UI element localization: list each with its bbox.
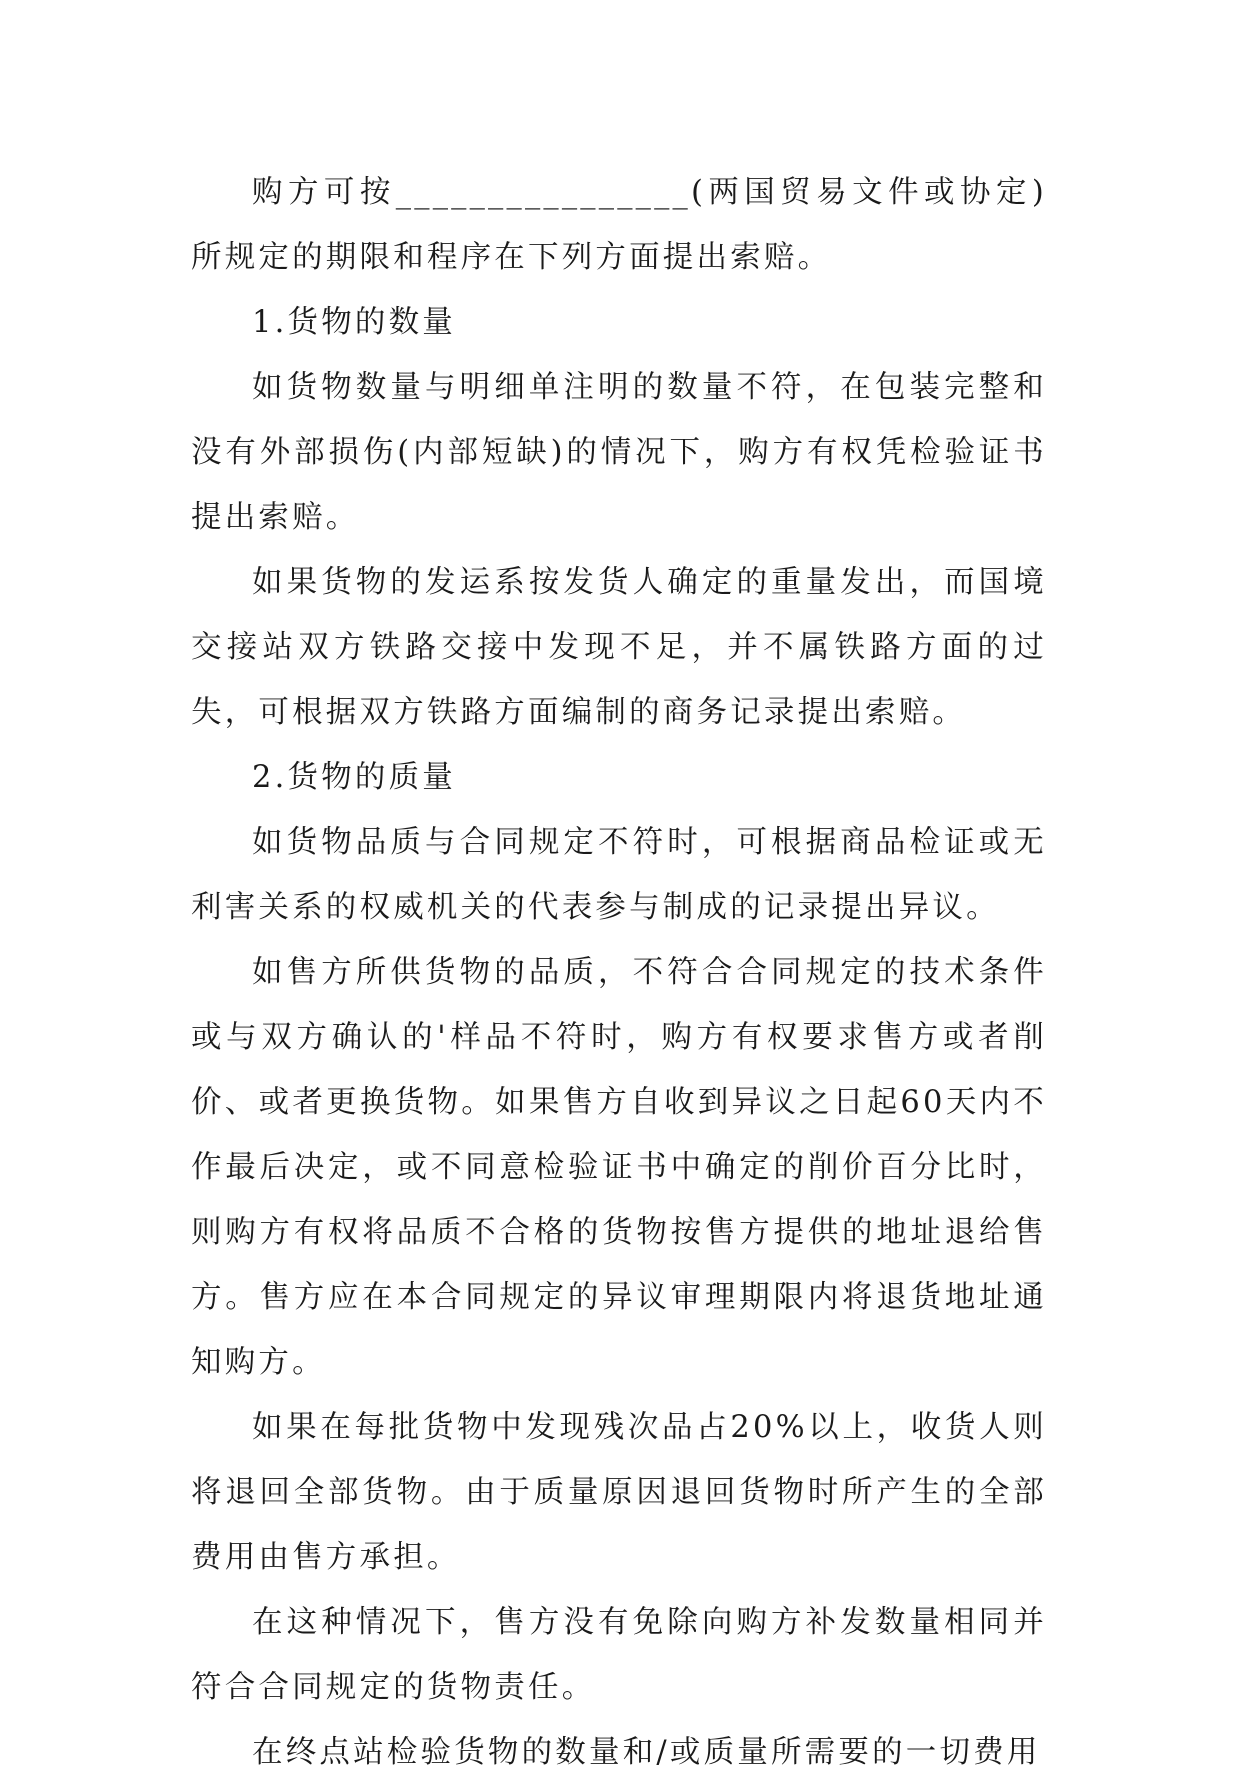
paragraph-inspection-cost: 在终点站检验货物的数量和/或质量所需要的一切费用 xyxy=(252,1735,1041,1770)
paragraph-quality-remedy: 如售方所供货物的品质，不符合合同规定的技术条件或与双方确认的'样品不符时，购方有权要求售方或者削价、或者更换货物。如果售方自收到异议之日起60天内不作最后决定，或不同意检验证书中确定的削价百分比时，则购方有权将品质不合格的货物按售方提供的地址退给售方。售方应在本合同规定的异议审理期限内将退货地址通知购方。 xyxy=(191,955,1047,1380)
paragraph-border-shortage: 如果货物的发运系按发货人确定的重量发出，而国境交接站双方铁路交接中发现不足，并不属铁路方面的过失，可根据双方铁路方面编制的商务记录提出索赔。 xyxy=(191,565,1047,730)
paragraph-defect-rate: 如果在每批货物中发现残次品占20%以上，收货人则将退回全部货物。由于质量原因退回货物时所产生的全部费用由售方承担。 xyxy=(191,1410,1047,1575)
paragraph-replacement-duty: 在这种情况下，售方没有免除向购方补发数量相同并符合合同规定的货物责任。 xyxy=(191,1605,1047,1705)
document-body xyxy=(191,160,1047,1785)
paragraph-quality-objection: 如货物品质与合同规定不符时，可根据商品检证或无利害关系的权威机关的代表参与制成的记录提出异议。 xyxy=(191,825,1047,925)
heading-quantity: 1.货物的数量 xyxy=(252,305,456,340)
heading-quality: 2.货物的质量 xyxy=(252,760,456,795)
paragraph-claim-intro: 购方可按________________(两国贸易文件或协定)所规定的期限和程序在下列方面提出索赔。 xyxy=(191,175,1047,275)
paragraph-quantity-mismatch: 如货物数量与明细单注明的数量不符，在包装完整和没有外部损伤(内部短缺)的情况下，购方有权凭检验证书提出索赔。 xyxy=(191,370,1047,535)
